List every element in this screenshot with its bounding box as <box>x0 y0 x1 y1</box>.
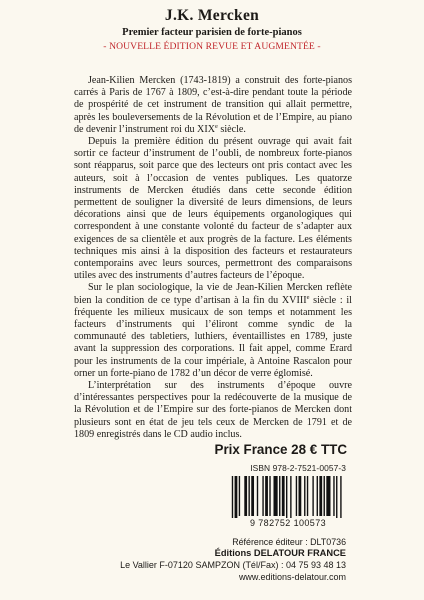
book-subtitle: Premier facteur parisien de forte-pianos <box>122 27 302 38</box>
publisher-website: www.editions-delatour.com <box>238 572 346 582</box>
paragraph-2: Depuis la première édition du présent ouvrage qui avait fait sortir ce facteur d’instrument de l’oubli, de nombreux forte-pianos sont réapparus, soit parce que des lecteurs ont pris contact avec les auteurs, soit à l’occasion de ventes publiques. Les quatorze instruments de Mercken étudiés dans cette seconde édition permettent de souligner la diversité de leurs dimensions, de leurs décorations ainsi que de leurs équipements organologiques qui correspondent à une constante volonté du facteur de s’adapter aux exigences de sa clientèle et aux progrès de la facture. Les éléments techniques mis ainsi à la disposition des facteurs et restaurateurs contemporains avec leurs sources, permettront des comparaisons utiles avec des instruments d’autres facteurs de l’époque. <box>74 136 352 282</box>
publisher-address: Le Vallier F-07120 SAMPZON (Tél/Fax) : 04 75 93 48 13 <box>120 560 346 570</box>
barcode-icon <box>229 476 347 524</box>
paragraph-3: Sur le plan sociologique, la vie de Jean-Kilien Mercken reflète bien la condition de ce type d’artisan à la fin du XVIIIe siècle : il fréquente les milieux musicaux de son temps et notamment les facteurs d’instruments qui l’éliront comme syndic de la communauté des tabletiers, luthiers, éventaillistes en 1789, juste avant la suppression des corporations. Il fait appel, comme Erard pour les instruments de la cour impériale, à Antoine Rascalon pour orner un forte-piano de 1782 d’un décor de verre églomisé. <box>74 282 352 379</box>
book-title: J.K. Mercken <box>164 7 260 24</box>
paragraph-4: L’interprétation sur des instruments d’époque ouvre d’intéressantes perspectives pour la redécouverte de la musique de la Révolution et de l’Empire sur des forte-pianos de Mercken dont plusieurs sont en état de jeu tels ceux de Mercken de 1791 et de 1809 enregistrés dans le CD audio inclus. <box>74 380 352 440</box>
paragraph-1: Jean-Kilien Mercken (1743-1819) a construit des forte-pianos carrés à Paris de 1767 à 1809, c’est-à-dire pendant toute la période de prospérité de cet instrument de transition qui allait permettre, après les bouleversements de la Révolution et de l’Empire, au piano de devenir l’instrument roi du XIXe siècle. <box>74 75 352 135</box>
publisher-name: Éditions DELATOUR FRANCE <box>214 548 346 558</box>
publisher-reference: Référence éditeur : DLT0736 <box>232 537 346 547</box>
barcode-digits: 9 782752 100573 <box>229 518 347 528</box>
price-label: Prix France 28 € TTC <box>214 442 347 457</box>
isbn-label: ISBN 978-2-7521-0057-3 <box>250 463 346 473</box>
edition-note: - NOUVELLE ÉDITION REVUE ET AUGMENTÉE - <box>103 41 321 52</box>
blurb-text <box>74 75 352 441</box>
